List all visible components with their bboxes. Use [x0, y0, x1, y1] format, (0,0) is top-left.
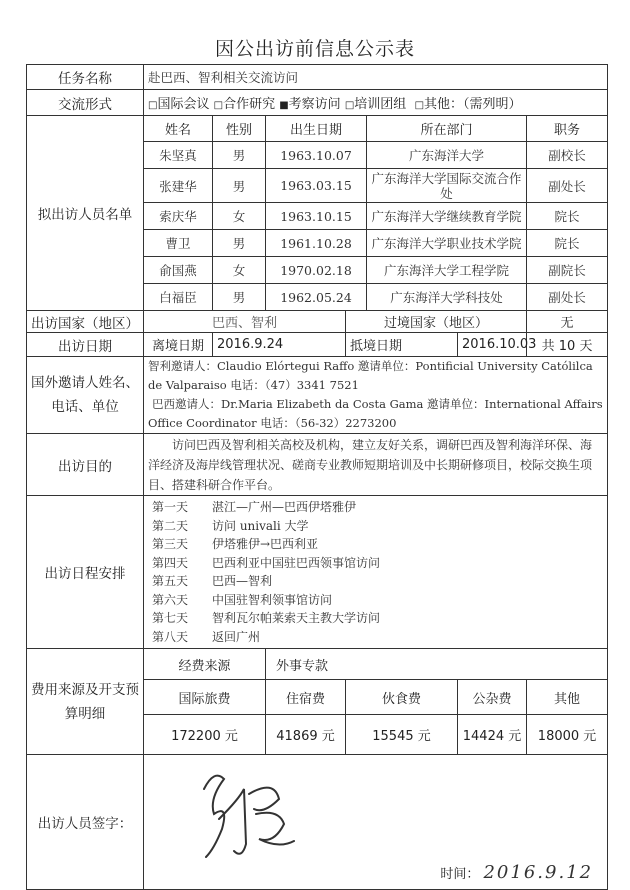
arrive-label: 抵境日期 — [346, 333, 458, 357]
member-name: 朱坚真 — [144, 142, 213, 169]
transit-label: 过境国家（地区） — [346, 311, 527, 333]
budget-value: 14424 元 — [458, 715, 527, 755]
schedule-item: 第七天 智利瓦尔帕莱索天主教大学访问 — [152, 611, 381, 625]
budget-label: 费用来源及开支预算明细 — [27, 649, 144, 755]
budget-header: 其他 — [527, 680, 608, 715]
schedule-item: 第一天 湛江—广州—巴西伊塔雅伊 — [152, 500, 357, 514]
depart-label: 离境日期 — [144, 333, 213, 357]
header-birth: 出生日期 — [266, 116, 367, 142]
member-birth: 1963.10.07 — [266, 142, 367, 169]
budget-header: 公杂费 — [458, 680, 527, 715]
member-dept: 广东海洋大学 — [367, 142, 527, 169]
member-dept: 广东海洋大学继续教育学院 — [367, 203, 527, 230]
member-title: 副校长 — [527, 142, 608, 169]
purpose-label: 出访目的 — [27, 434, 144, 496]
member-title: 副院长 — [527, 257, 608, 284]
signature-label: 出访人员签字： — [27, 755, 144, 890]
inviter-chile: 智利邀请人：Claudio Elórtegui Raffo 邀请单位：Pontificial University Católilca de Valparaiso 电话：（47）3341 7521 — [148, 359, 593, 392]
info-form — [26, 64, 608, 890]
country-value: 巴西、智利 — [144, 311, 346, 333]
member-sex: 女 — [213, 257, 266, 284]
signature-cell — [144, 755, 608, 890]
member-name: 俞国燕 — [144, 257, 213, 284]
exchange-label: 交流形式 — [27, 90, 144, 116]
arrive-date: 2016.10.03 — [458, 333, 527, 357]
member-dept: 广东海洋大学工程学院 — [367, 257, 527, 284]
budget-value: 18000 元 — [527, 715, 608, 755]
member-title: 院长 — [527, 230, 608, 257]
member-birth: 1961.10.28 — [266, 230, 367, 257]
member-name: 白福臣 — [144, 284, 213, 311]
total-days: 共 10 天 — [527, 333, 608, 357]
member-dept: 广东海洋大学职业技术学院 — [367, 230, 527, 257]
schedule-item: 第六天 中国驻智利领事馆访问 — [152, 592, 333, 607]
source-label: 经费来源 — [144, 649, 266, 680]
exchange-row — [27, 90, 608, 116]
header-title: 职务 — [527, 116, 608, 142]
dates-label: 出访日期 — [27, 333, 144, 357]
checkbox-checked-icon: ■ — [279, 100, 289, 111]
schedule-row — [27, 496, 608, 649]
header-name: 姓名 — [144, 116, 213, 142]
form-title: 因公出访前信息公示表 — [214, 38, 415, 60]
transit-value: 无 — [527, 311, 608, 333]
member-birth: 1962.05.24 — [266, 284, 367, 311]
member-name: 张建华 — [144, 169, 213, 203]
member-sex: 男 — [213, 169, 266, 203]
header-dept: 所在部门 — [367, 116, 527, 142]
option-conference[interactable]: □国际会议 — [148, 97, 210, 112]
member-title: 副处长 — [527, 169, 608, 203]
exchange-options — [144, 90, 608, 116]
option-visit[interactable]: ■考察访问 — [279, 97, 341, 112]
member-birth: 1963.10.15 — [266, 203, 367, 230]
budget-header: 住宿费 — [266, 680, 346, 715]
checkbox-icon: □ — [213, 100, 224, 111]
member-dept: 广东海洋大学科技处 — [367, 284, 527, 311]
signature-date: 时间： 2016.9.12 — [440, 862, 594, 883]
member-dept: 广东海洋大学国际交流合作处 — [367, 169, 527, 203]
member-title: 副处长 — [527, 284, 608, 311]
purpose-row — [27, 434, 608, 496]
schedule-item: 第五天 巴西—智利 — [152, 574, 273, 588]
member-title: 院长 — [527, 203, 608, 230]
signature-row — [27, 755, 608, 890]
budget-source-row — [27, 649, 608, 680]
purpose-value: 访问巴西及智利相关高校及机构，建立友好关系，调研巴西及智利海洋环保、海洋经济及海岸线管理状况、磋商专业教师短期培训及中长期研修项目，校际交换生项目、搭建科研合作平台。 — [144, 434, 608, 496]
member-name: 曹卫 — [144, 230, 213, 257]
header-sex: 性别 — [213, 116, 266, 142]
budget-value: 41869 元 — [266, 715, 346, 755]
schedule-label: 出访日程安排 — [27, 496, 144, 649]
budget-value: 15545 元 — [346, 715, 458, 755]
member-sex: 男 — [213, 230, 266, 257]
inviter-label: 国外邀请人姓名、电话、单位 — [27, 357, 144, 434]
member-sex: 女 — [213, 203, 266, 230]
depart-date: 2016.9.24 — [213, 333, 346, 357]
option-other[interactable]: □其他：（需列明） — [414, 97, 522, 112]
member-birth: 1970.02.18 — [266, 257, 367, 284]
task-row — [27, 65, 608, 90]
member-sex: 男 — [213, 142, 266, 169]
schedule-item: 第三天 伊塔雅伊→巴西利亚 — [152, 537, 319, 551]
schedule-item: 第八天 返回广州 — [152, 629, 261, 644]
schedule-item: 第四天 巴西利亚中国驻巴西领事馆访问 — [152, 555, 381, 570]
inviter-brazil: 巴西邀请人：Dr.Maria Elizabeth da Costa Gama 邀请单位：International Affairs Office Coordinator 电话：（56-32）2273200 — [148, 397, 603, 430]
task-value: 赴巴西、智利相关交流访问 — [144, 65, 608, 90]
schedule-list — [144, 496, 608, 649]
option-training[interactable]: □培训团组 — [344, 97, 407, 112]
member-birth: 1963.03.15 — [266, 169, 367, 203]
schedule-item: 第二天 访问 univali 大学 — [152, 518, 309, 533]
members-header-row — [27, 116, 608, 142]
member-sex: 男 — [213, 284, 266, 311]
budget-header: 国际旅费 — [144, 680, 266, 715]
members-label: 拟出访人员名单 — [27, 116, 144, 311]
checkbox-icon: □ — [414, 100, 425, 111]
option-research[interactable]: □合作研究 — [213, 97, 276, 112]
inviter-row — [27, 357, 608, 434]
handwritten-date: 2016.9.12 — [483, 862, 594, 883]
budget-header: 伙食费 — [346, 680, 458, 715]
source-value: 外事专款 — [266, 649, 608, 680]
inviter-details — [144, 357, 608, 434]
budget-value: 172200 元 — [144, 715, 266, 755]
dates-row — [27, 333, 608, 357]
member-name: 索庆华 — [144, 203, 213, 230]
checkbox-icon: □ — [148, 100, 158, 111]
task-label: 任务名称 — [27, 65, 144, 90]
checkbox-icon: □ — [344, 100, 355, 111]
country-row — [27, 311, 608, 333]
country-label: 出访国家（地区） — [27, 311, 144, 333]
handwritten-signature — [184, 759, 314, 869]
